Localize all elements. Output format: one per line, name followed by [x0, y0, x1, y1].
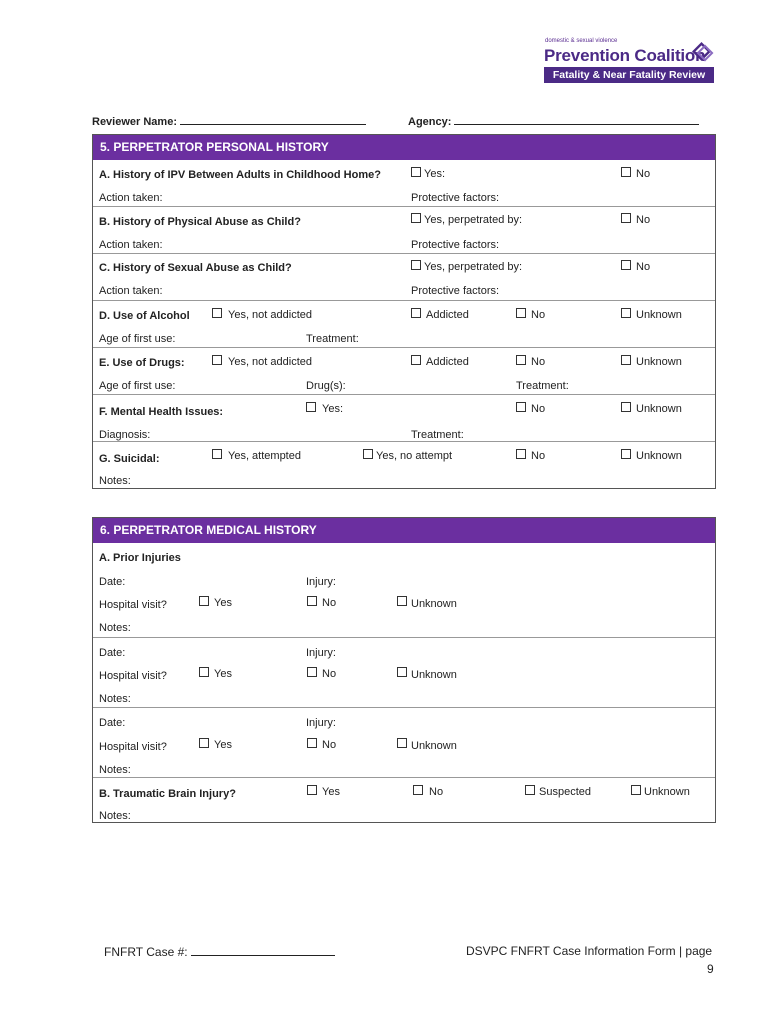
- drug-not-addicted-label: Yes, not addicted: [228, 356, 312, 368]
- injury-date-label: Date:: [99, 647, 126, 659]
- hospital-unknown-checkbox[interactable]: [397, 738, 407, 748]
- injury-date-label: Date:: [99, 576, 126, 588]
- suicidal-attempted-checkbox[interactable]: [212, 449, 222, 459]
- physical-abuse-protective-label: Protective factors:: [411, 239, 500, 251]
- case-number-line[interactable]: [191, 944, 335, 956]
- hospital-no-label: No: [322, 668, 337, 680]
- drug-addicted-label: Addicted: [426, 356, 469, 368]
- mental-health-unknown-checkbox[interactable]: [621, 402, 631, 412]
- tbi-no-checkbox[interactable]: [413, 785, 423, 795]
- section-5-title: 5. PERPETRATOR PERSONAL HISTORY: [93, 135, 715, 160]
- mental-health-diagnosis-label: Diagnosis:: [99, 429, 151, 441]
- tbi-label: B. Traumatic Brain Injury?: [99, 788, 236, 800]
- tbi-yes-checkbox[interactable]: [307, 785, 317, 795]
- sexual-abuse-yes-checkbox[interactable]: [411, 260, 421, 270]
- sexual-abuse-no-label: No: [636, 261, 651, 273]
- hospital-no-checkbox[interactable]: [307, 596, 317, 606]
- hospital-unknown-label: Unknown: [411, 740, 457, 752]
- alcohol-unknown-checkbox[interactable]: [621, 308, 631, 318]
- suicidal-attempted-label: Yes, attempted: [228, 450, 301, 462]
- hospital-no-label: No: [322, 597, 337, 609]
- sexual-abuse-action-label: Action taken:: [99, 285, 163, 297]
- injury-block-3: [93, 707, 715, 778]
- hospital-yes-label: Yes: [214, 668, 232, 680]
- drug-addicted-checkbox[interactable]: [411, 355, 421, 365]
- alcohol-addicted-label: Addicted: [426, 309, 469, 321]
- injury-block-2: [93, 637, 715, 708]
- tbi-unknown-checkbox[interactable]: [631, 785, 641, 795]
- hospital-unknown-label: Unknown: [411, 598, 457, 610]
- hospital-yes-checkbox[interactable]: [199, 738, 209, 748]
- agency-field[interactable]: [408, 114, 699, 128]
- drug-no-checkbox[interactable]: [516, 355, 526, 365]
- physical-abuse-action-label: Action taken:: [99, 239, 163, 251]
- mental-health-no-checkbox[interactable]: [516, 402, 526, 412]
- tbi-suspected-checkbox[interactable]: [525, 785, 535, 795]
- reviewer-name-line[interactable]: [180, 114, 366, 125]
- coalition-logo: [544, 38, 716, 86]
- drug-no-label: No: [531, 356, 546, 368]
- physical-abuse-no-label: No: [636, 214, 651, 226]
- ipv-no-checkbox[interactable]: [621, 167, 631, 177]
- suicidal-no-label: No: [531, 450, 546, 462]
- agency-label: Agency:: [408, 116, 452, 128]
- physical-abuse-label: B. History of Physical Abuse as Child?: [99, 216, 301, 228]
- mental-health-yes-label: Yes:: [322, 403, 344, 415]
- alcohol-not-addicted-checkbox[interactable]: [212, 308, 222, 318]
- suicidal-row: [93, 441, 715, 489]
- injury-notes-label: Notes:: [99, 764, 131, 776]
- ipv-yes-label: Yes:: [424, 168, 446, 180]
- mental-health-treatment-label: Treatment:: [411, 429, 464, 441]
- hospital-yes-checkbox[interactable]: [199, 667, 209, 677]
- logo-title: Prevention Coalition: [544, 46, 706, 65]
- tbi-no-label: No: [429, 786, 444, 798]
- tbi-yes-label: Yes: [322, 786, 340, 798]
- hospital-unknown-label: Unknown: [411, 669, 457, 681]
- hospital-no-label: No: [322, 739, 337, 751]
- mental-health-row: [93, 394, 715, 442]
- form-title: DSVPC FNFRT Case Information Form | page: [466, 944, 713, 958]
- case-number-label: FNFRT Case #:: [104, 945, 188, 959]
- hospital-visit-label: Hospital visit?: [99, 670, 167, 682]
- perpetrator-medical-history-section: [92, 517, 716, 823]
- agency-line[interactable]: [454, 114, 699, 125]
- physical-abuse-row: [93, 206, 715, 254]
- tbi-notes-label: Notes:: [99, 810, 131, 822]
- drug-unknown-label: Unknown: [636, 356, 682, 368]
- injury-block-1: [93, 543, 715, 637]
- reviewer-name-label: Reviewer Name:: [92, 116, 177, 128]
- alcohol-addicted-checkbox[interactable]: [411, 308, 421, 318]
- alcohol-no-label: No: [531, 309, 546, 321]
- drug-treatment-label: Treatment:: [516, 380, 569, 392]
- hospital-no-checkbox[interactable]: [307, 738, 317, 748]
- suicidal-label: G. Suicidal:: [99, 453, 160, 465]
- mental-health-label: F. Mental Health Issues:: [99, 406, 224, 418]
- hospital-unknown-checkbox[interactable]: [397, 596, 407, 606]
- physical-abuse-no-checkbox[interactable]: [621, 213, 631, 223]
- alcohol-use-row: [93, 300, 715, 348]
- ipv-history-row: [93, 160, 715, 206]
- mental-health-yes-checkbox[interactable]: [306, 402, 316, 412]
- injury-notes-label: Notes:: [99, 693, 131, 705]
- drug-use-label: E. Use of Drugs:: [99, 357, 185, 369]
- suicidal-no-attempt-label: Yes, no attempt: [376, 450, 453, 462]
- ipv-protective-label: Protective factors:: [411, 192, 500, 204]
- mental-health-no-label: No: [531, 403, 546, 415]
- alcohol-age-label: Age of first use:: [99, 333, 176, 345]
- suicidal-no-checkbox[interactable]: [516, 449, 526, 459]
- hospital-unknown-checkbox[interactable]: [397, 667, 407, 677]
- section-6-title: 6. PERPETRATOR MEDICAL HISTORY: [93, 518, 715, 543]
- drug-not-addicted-checkbox[interactable]: [212, 355, 222, 365]
- tbi-suspected-label: Suspected: [539, 786, 591, 798]
- sexual-abuse-protective-label: Protective factors:: [411, 285, 500, 297]
- hospital-visit-label: Hospital visit?: [99, 741, 167, 753]
- drug-age-label: Age of first use:: [99, 380, 176, 392]
- suicidal-no-attempt-checkbox[interactable]: [363, 449, 373, 459]
- ipv-no-label: No: [636, 168, 651, 180]
- hospital-yes-label: Yes: [214, 597, 232, 609]
- drug-use-row: [93, 347, 715, 395]
- drug-unknown-checkbox[interactable]: [621, 355, 631, 365]
- ipv-history-label: A. History of IPV Between Adults in Childhood Home?: [99, 169, 381, 181]
- hospital-yes-label: Yes: [214, 739, 232, 751]
- sexual-abuse-label: C. History of Sexual Abuse as Child?: [99, 262, 292, 274]
- mental-health-unknown-label: Unknown: [636, 403, 682, 415]
- suicidal-unknown-checkbox[interactable]: [621, 449, 631, 459]
- injury-type-label: Injury:: [306, 717, 336, 729]
- prior-injuries-label: A. Prior Injuries: [99, 552, 181, 564]
- logo-tagline: domestic & sexual violence: [545, 38, 618, 44]
- alcohol-no-checkbox[interactable]: [516, 308, 526, 318]
- traumatic-brain-injury-row: [93, 777, 715, 823]
- hospital-no-checkbox[interactable]: [307, 667, 317, 677]
- case-number-field[interactable]: [104, 944, 335, 959]
- reviewer-name-field[interactable]: [92, 114, 366, 128]
- page-number: 9: [707, 962, 714, 976]
- injury-notes-label: Notes:: [99, 622, 131, 634]
- perpetrator-personal-history-section: [92, 134, 716, 489]
- alcohol-not-addicted-label: Yes, not addicted: [228, 309, 312, 321]
- ipv-action-label: Action taken:: [99, 192, 163, 204]
- hospital-visit-label: Hospital visit?: [99, 599, 167, 611]
- suicidal-unknown-label: Unknown: [636, 450, 682, 462]
- physical-abuse-yes-label: Yes, perpetrated by:: [424, 214, 523, 226]
- alcohol-unknown-label: Unknown: [636, 309, 682, 321]
- sexual-abuse-no-checkbox[interactable]: [621, 260, 631, 270]
- sexual-abuse-row: [93, 253, 715, 301]
- ipv-yes-checkbox[interactable]: [411, 167, 421, 177]
- injury-type-label: Injury:: [306, 647, 336, 659]
- alcohol-treatment-label: Treatment:: [306, 333, 359, 345]
- hospital-yes-checkbox[interactable]: [199, 596, 209, 606]
- injury-type-label: Injury:: [306, 576, 336, 588]
- logo-subtitle-bar: Fatality & Near Fatality Review: [544, 67, 714, 83]
- tbi-unknown-label: Unknown: [644, 786, 690, 798]
- drug-types-label: Drug(s):: [306, 380, 346, 392]
- injury-date-label: Date:: [99, 717, 126, 729]
- physical-abuse-yes-checkbox[interactable]: [411, 213, 421, 223]
- alcohol-use-label: D. Use of Alcohol: [99, 310, 190, 322]
- diamond-knot-icon: [691, 41, 715, 65]
- suicidal-notes-label: Notes:: [99, 475, 131, 487]
- sexual-abuse-yes-label: Yes, perpetrated by:: [424, 261, 523, 273]
